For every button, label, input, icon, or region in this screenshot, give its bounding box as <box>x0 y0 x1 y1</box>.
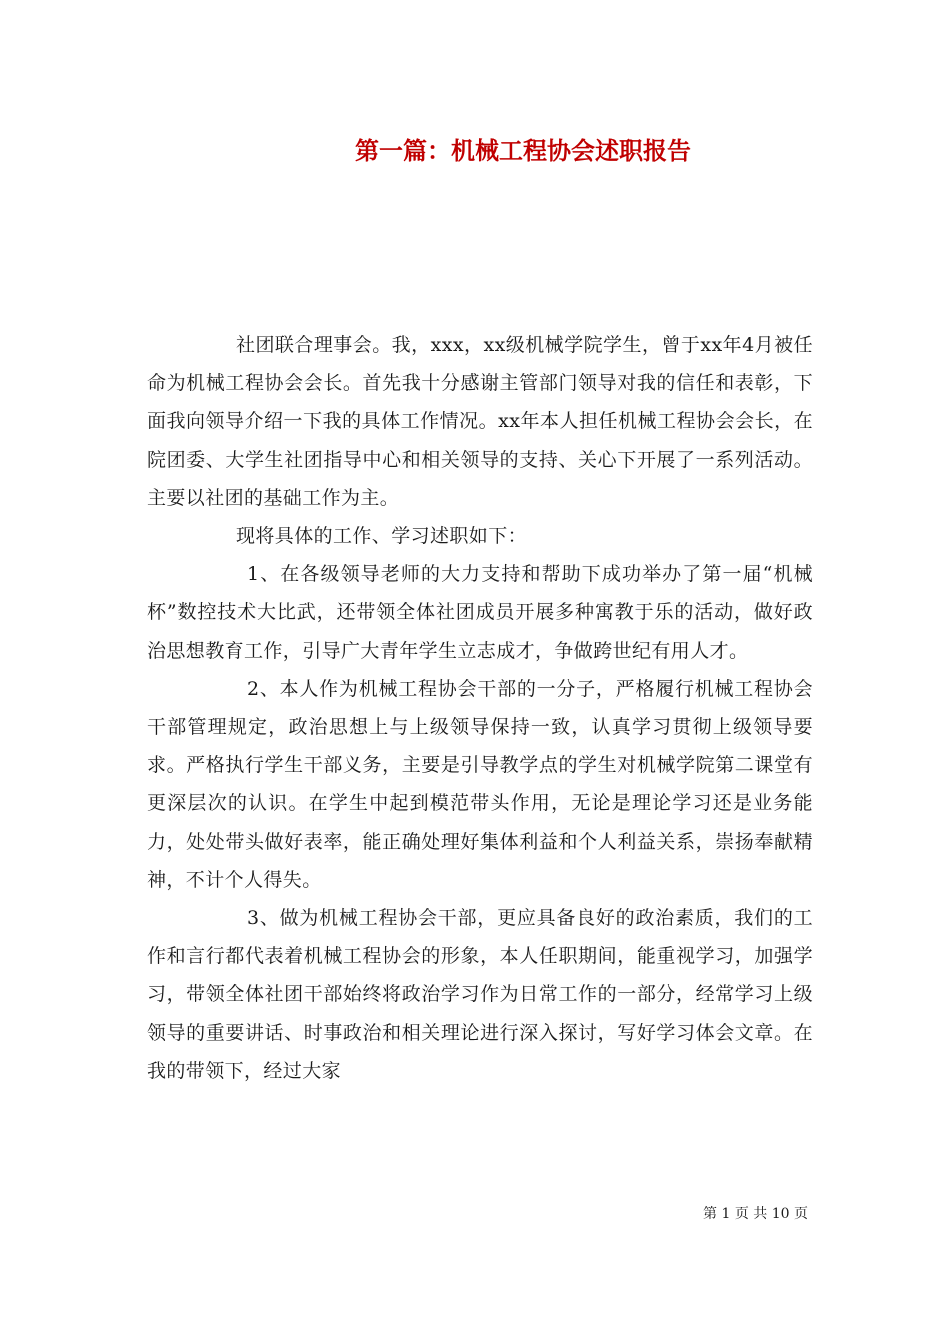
paragraph-item-1: 1、在各级领导老师的大力支持和帮助下成功举办了第一届“机械杯”数控技术大比武，还带领全体社团成员开展多种寓教于乐的活动，做好政治思想教育工作，引导广大青年学生立志成才，争做跨世纪有用人才。 <box>147 563 813 662</box>
paragraph-item-2: 2、本人作为机械工程协会干部的一分子，严格履行机械工程协会干部管理规定，政治思想上与上级领导保持一致，认真学习贯彻上级领导要求。严格执行学生干部义务，主要是引导教学点的学生对机械学院第二课堂有更深层次的认识。在学生中起到模范带头作用，无论是理论学习还是业务能力，处处带头做好表率，能正确处理好集体利益和个人利益关系，崇扬奉献精神，不计个人得失。 <box>147 677 813 891</box>
paragraph-item-3: 3、做为机械工程协会干部，更应具备良好的政治素质，我们的工作和言行都代表着机械工程协会的形象，本人任职期间，能重视学习，加强学习，带领全体社团干部始终将政治学习作为日常工作的一部分，经常学习上级领导的重要讲话、时事政治和相关理论进行深入探讨，写好学习体会文章。在我的带领下，经过大家 <box>147 907 813 1082</box>
document-title: 第一篇：机械工程协会述职报告 <box>355 136 691 165</box>
document-body <box>147 326 813 1090</box>
page-number-footer: 第 1 页 共 10 页 <box>703 1206 808 1222</box>
paragraph-lead: 现将具体的工作、学习述职如下： <box>236 525 528 548</box>
paragraph-intro: 社团联合理事会。我，xxx，xx级机械学院学生，曾于xx年4月被任命为机械工程协会会长。首先我十分感谢主管部门领导对我的信任和表彰，下面我向领导介绍一下我的具体工作情况。xx年本人担任机械工程协会会长，在院团委、大学生社团指导中心和相关领导的支持、关心下开展了一系列活动。主要以社团的基础工作为主。 <box>147 334 813 509</box>
